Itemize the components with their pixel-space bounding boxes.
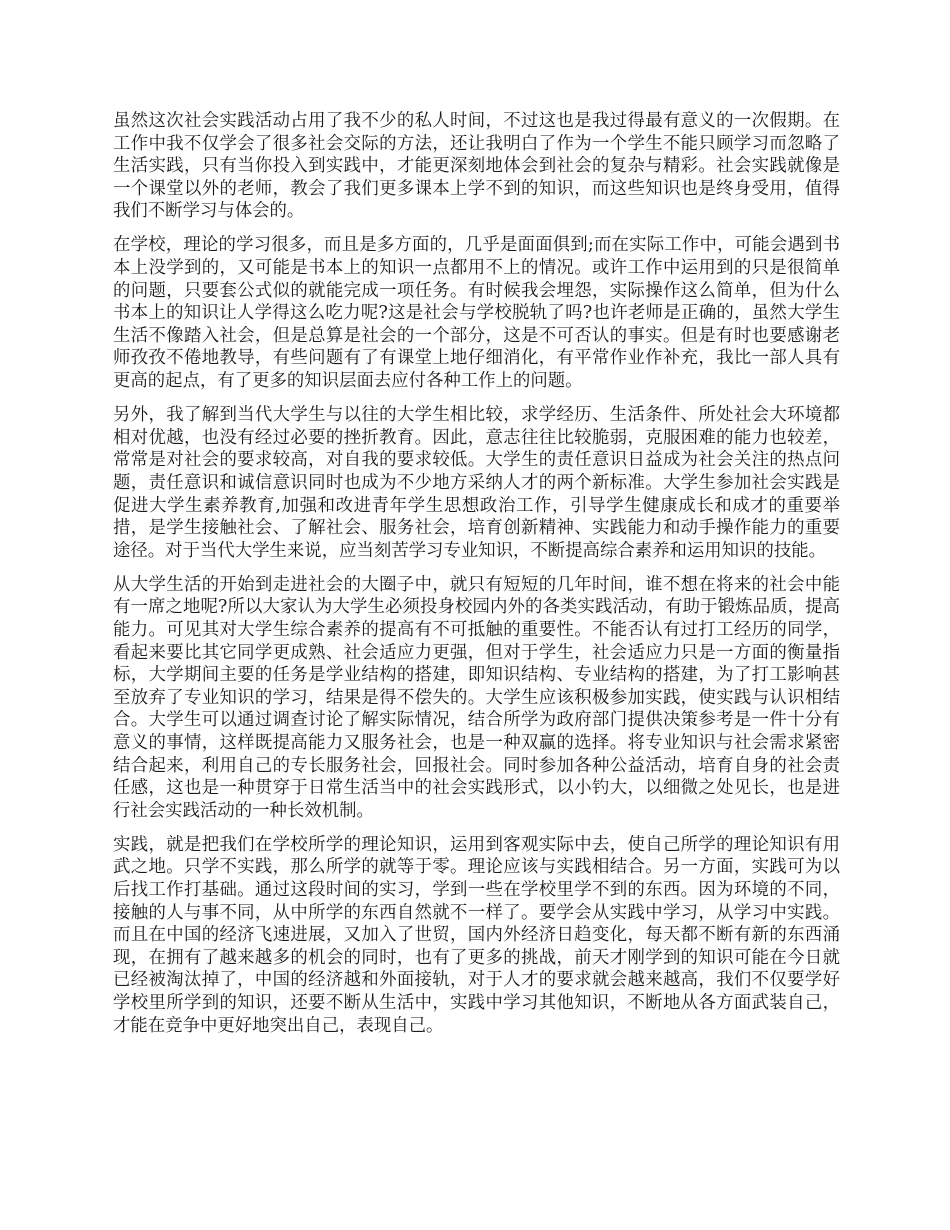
document-body — [113, 110, 840, 1049]
paragraph-3: 另外，我了解到当代大学生与以往的大学生相比较，求学经历、生活条件、所处社会大环境都相对优越，也没有经过必要的挫折教育。因此，意志往往比较脆弱，克服困难的能力也较差，常常是对社会的要求较高，对自我的要求较低。大学生的责任意识日益成为社会关注的热点问题，责任意识和诚信意识同时也成为不少地方采纳人才的两个新标准。大学生参加社会实践是促进大学生素养教育,加强和改进青年学生思想政治工作，引导学生健康成长和成才的重要举措，是学生接触社会、了解社会、服务社会，培育创新精神、实践能力和动手操作能力的重要途径。对于当代大学生来说，应当刻苦学习专业知识，不断提高综合素养和运用知识的技能。 — [113, 405, 840, 561]
paragraph-4: 从大学生活的开始到走进社会的大圈子中，就只有短短的几年时间，谁不想在将来的社会中能有一席之地呢?所以大家认为大学生必须投身校园内外的各类实践活动，有助于锻炼品质，提高能力。可见其对大学生综合素养的提高有不可抵触的重要性。不能否认有过打工经历的同学，看起来要比其它同学更成熟、社会适应力更强，但对于学生，社会适应力只是一方面的衡量指标，大学期间主要的任务是学业结构的搭建，即知识结构、专业结构的搭建，为了打工影响甚至放弃了专业知识的学习，结果是得不偿失的。大学生应该积极参加实践，使实践与认识相结合。大学生可以通过调查讨论了解实际情况，结合所学为政府部门提供决策参考是一件十分有意义的事情，这样既提高能力又服务社会，也是一种双赢的选择。将专业知识与社会需求紧密结合起来，利用自己的专长服务社会，回报社会。同时参加各种公益活动，培育自身的社会责任感，这也是一种贯穿于日常生活当中的社会实践形式，以小钓大，以细微之处见长，也是进行社会实践活动的一种长效机制。 — [113, 574, 840, 821]
paragraph-5: 实践，就是把我们在学校所学的理论知识，运用到客观实际中去，使自己所学的理论知识有用武之地。只学不实践，那么所学的就等于零。理论应该与实践相结合。另一方面，实践可为以后找工作打基础。通过这段时间的实习，学到一些在学校里学不到的东西。因为环境的不同，接触的人与事不同，从中所学的东西自然就不一样了。要学会从实践中学习，从学习中实践。而且在中国的经济飞速进展，又加入了世贸，国内外经济日趋变化，每天都不断有新的东西涌现，在拥有了越来越多的机会的同时，也有了更多的挑战，前天才刚学到的知识可能在今日就已经被淘汰掉了，中国的经济越和外面接轨，对于人才的要求就会越来越高，我们不仅要学好学校里所学到的知识，还要不断从生活中，实践中学习其他知识，不断地从各方面武装自己，才能在竞争中更好地突出自己，表现自己。 — [113, 834, 840, 1036]
paragraph-1: 虽然这次社会实践活动占用了我不少的私人时间，不过这也是我过得最有意义的一次假期。在工作中我不仅学会了很多社会交际的方法，还让我明白了作为一个学生不能只顾学习而忽略了生活实践，只有当你投入到实践中，才能更深刻地体会到社会的复杂与精彩。社会实践就像是一个课堂以外的老师，教会了我们更多课本上学不到的知识，而这些知识也是终身受用，值得我们不断学习与体会的。 — [113, 111, 840, 222]
paragraph-2: 在学校，理论的学习很多，而且是多方面的，几乎是面面俱到;而在实际工作中，可能会遇到书本上没学到的，又可能是书本上的知识一点都用不上的情况。或许工作中运用到的只是很简单的问题，只要套公式似的就能完成一项任务。有时候我会埋怨，实际操作这么简单，但为什么书本上的知识让人学得这么吃力呢?这是社会与学校脱轨了吗?也许老师是正确的，虽然大学生生活不像踏入社会，但是总算是社会的一个部分，这是不可否认的事实。但是有时也要感谢老师孜孜不倦地教导，有些问题有了有课堂上地仔细消化，有平常作业作补充，我比一部人具有更高的起点，有了更多的知识层面去应付各种工作上的问题。 — [113, 235, 840, 392]
